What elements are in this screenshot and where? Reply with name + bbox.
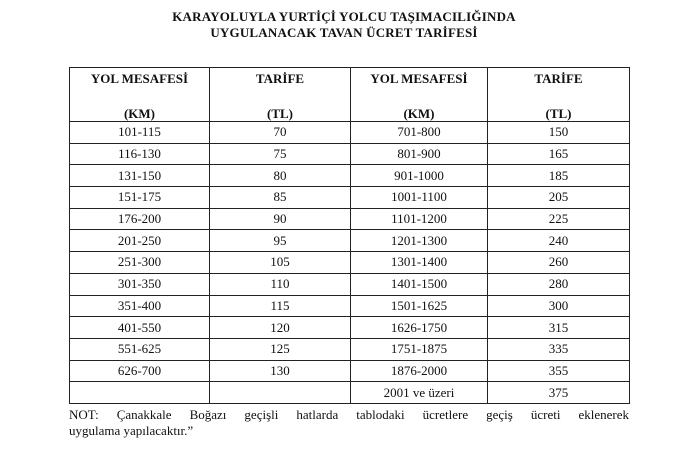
distance-cell: 116-130 — [70, 143, 210, 165]
distance-cell: 401-550 — [70, 317, 210, 339]
distance-cell: 1751-1875 — [351, 338, 488, 360]
distance-cell: 901-1000 — [351, 165, 488, 187]
column-header — [210, 68, 351, 122]
distance-cell: 1001-1100 — [351, 187, 488, 209]
distance-cell: 176-200 — [70, 208, 210, 230]
column-header — [488, 68, 630, 122]
distance-cell: 131-150 — [70, 165, 210, 187]
table-row — [70, 165, 630, 187]
fare-cell: 260 — [488, 252, 630, 274]
table-row — [70, 230, 630, 252]
column-header-label: TARİFE — [534, 71, 583, 86]
tariff-table-body — [70, 122, 630, 404]
distance-cell: 551-625 — [70, 338, 210, 360]
column-header-unit: (TL) — [267, 106, 293, 121]
column-header — [70, 68, 210, 122]
distance-cell: 351-400 — [70, 295, 210, 317]
table-row — [70, 338, 630, 360]
fare-cell: 185 — [488, 165, 630, 187]
distance-cell: 301-350 — [70, 273, 210, 295]
table-row — [70, 317, 630, 339]
distance-cell: 251-300 — [70, 252, 210, 274]
fare-cell: 120 — [210, 317, 351, 339]
fare-cell: 240 — [488, 230, 630, 252]
distance-cell: 101-115 — [70, 122, 210, 144]
fare-cell: 85 — [210, 187, 351, 209]
column-header-unit: (TL) — [545, 106, 572, 121]
table-row — [70, 295, 630, 317]
document-title-line-2: UYGULANACAK TAVAN ÜCRET TARİFESİ — [210, 25, 478, 40]
table-row — [70, 360, 630, 382]
fare-cell: 115 — [210, 295, 351, 317]
fare-cell: 90 — [210, 208, 351, 230]
fare-cell: 205 — [488, 187, 630, 209]
distance-cell: 1101-1200 — [351, 208, 488, 230]
distance-cell: 151-175 — [70, 187, 210, 209]
fare-cell: 75 — [210, 143, 351, 165]
fare-cell: 70 — [210, 122, 351, 144]
distance-cell: 1876-2000 — [351, 360, 488, 382]
column-header-unit: (KM) — [123, 106, 156, 121]
tariff-table — [69, 67, 630, 404]
distance-cell: 1201-1300 — [351, 230, 488, 252]
fare-cell: 225 — [488, 208, 630, 230]
table-row — [70, 208, 630, 230]
header-row — [70, 68, 630, 122]
fare-cell: 355 — [488, 360, 630, 382]
footnote-line-2: uygulama yapılacaktır.” — [69, 423, 194, 438]
column-header-label: TARİFE — [255, 71, 305, 86]
distance-cell: 1626-1750 — [351, 317, 488, 339]
fare-cell: 315 — [488, 317, 630, 339]
fare-cell: 95 — [210, 230, 351, 252]
distance-cell: 626-700 — [70, 360, 210, 382]
column-header-label: YOL MESAFESİ — [90, 71, 189, 86]
table-row — [70, 122, 630, 144]
distance-cell: 1301-1400 — [351, 252, 488, 274]
footnote — [69, 407, 629, 439]
fare-cell: 375 — [488, 382, 630, 404]
footnote-line-1: NOT: Çanakkale Boğazı geçişli hatlarda tablodaki ücretlere geçiş ücreti eklenerek — [69, 407, 629, 422]
column-header — [351, 68, 488, 122]
fare-cell: 80 — [210, 165, 351, 187]
table-row — [70, 273, 630, 295]
fare-cell: 125 — [210, 338, 351, 360]
fare-cell: 130 — [210, 360, 351, 382]
distance-cell: 1401-1500 — [351, 273, 488, 295]
tariff-table-header — [70, 68, 630, 122]
table-row — [70, 143, 630, 165]
distance-cell: 201-250 — [70, 230, 210, 252]
fare-cell: 280 — [488, 273, 630, 295]
document-title-line-1: KARAYOLUYLA YURTİÇİ YOLCU TAŞIMACILIĞINDA — [172, 9, 516, 24]
column-header-unit: (KM) — [403, 106, 435, 121]
fare-cell: 110 — [210, 273, 351, 295]
fare-cell: 165 — [488, 143, 630, 165]
table-row — [70, 187, 630, 209]
fare-cell: 150 — [488, 122, 630, 144]
distance-cell: 1501-1625 — [351, 295, 488, 317]
distance-cell — [70, 382, 210, 404]
distance-cell: 801-900 — [351, 143, 488, 165]
fare-cell — [210, 382, 351, 404]
fare-cell: 300 — [488, 295, 630, 317]
fare-cell: 105 — [210, 252, 351, 274]
column-header-label: YOL MESAFESİ — [370, 71, 468, 86]
distance-cell: 701-800 — [351, 122, 488, 144]
distance-cell: 2001 ve üzeri — [351, 382, 488, 404]
table-row — [70, 382, 630, 404]
table-row — [70, 252, 630, 274]
fare-cell: 335 — [488, 338, 630, 360]
